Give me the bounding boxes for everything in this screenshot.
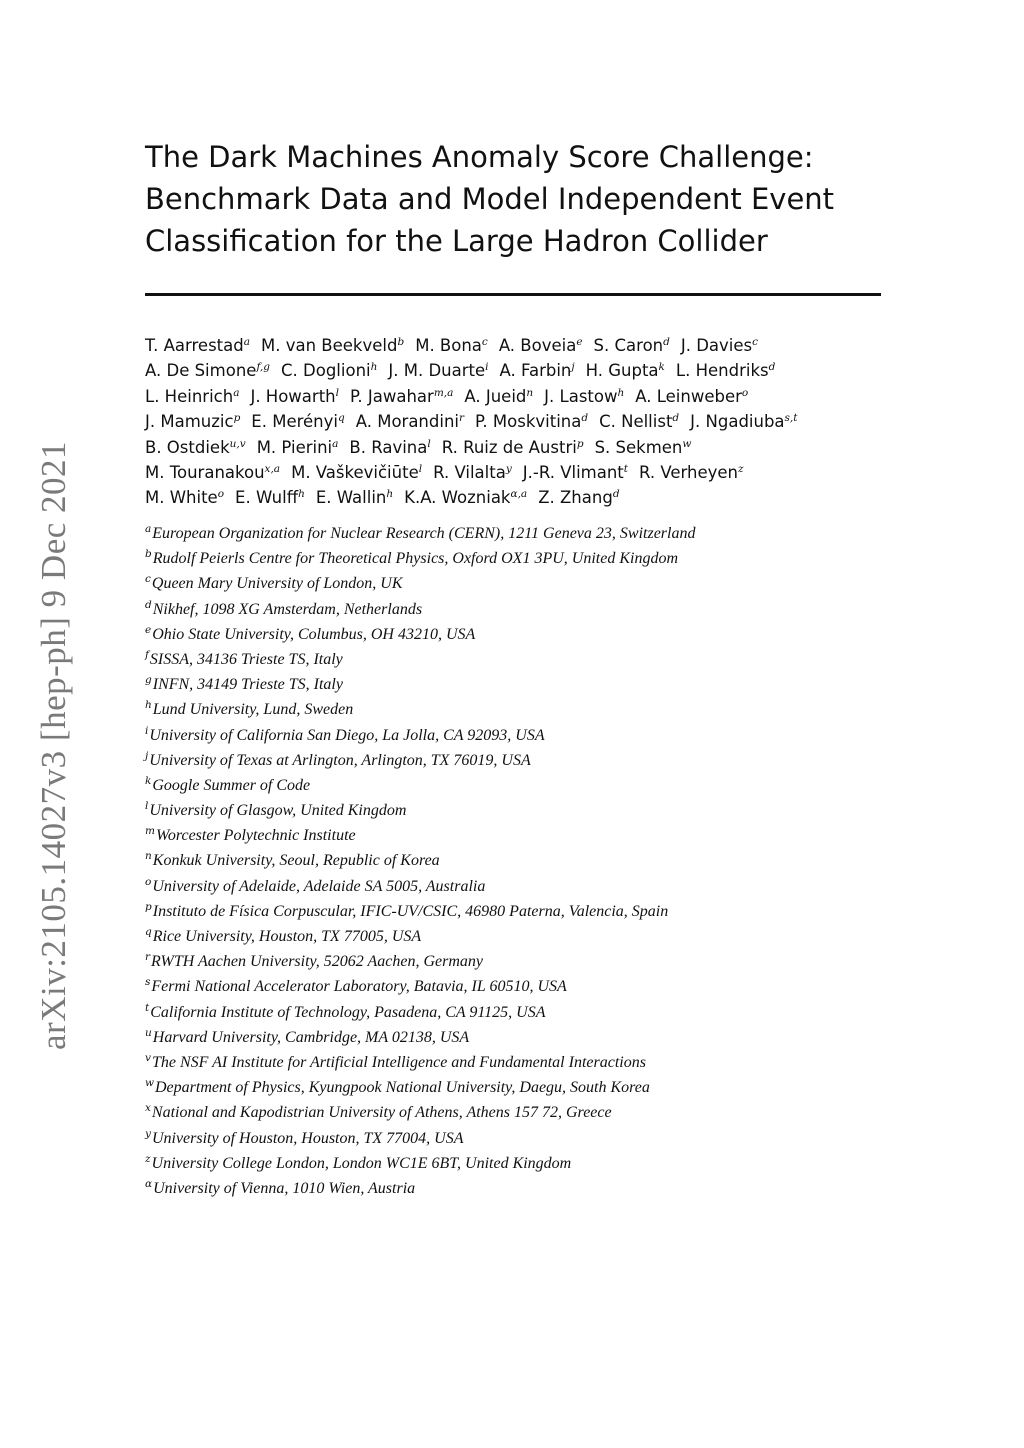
author-affiliation-marker: d bbox=[768, 361, 776, 374]
affiliation-text: University of Houston, Houston, TX 77004, USA bbox=[151, 1129, 464, 1147]
affiliation bbox=[145, 647, 905, 672]
author-affiliation-marker: h bbox=[386, 488, 394, 501]
affiliation-text: California Institute of Technology, Pasadena, CA 91125, USA bbox=[150, 1003, 546, 1021]
affiliation bbox=[145, 848, 905, 873]
author-name: M. van Beekveld bbox=[261, 336, 398, 355]
author-name: J. M. Duarte bbox=[388, 361, 486, 381]
author-affiliation-marker: a bbox=[332, 437, 339, 450]
author-affiliation-marker: l bbox=[335, 386, 339, 399]
author-name: T. Aarrestad bbox=[145, 336, 244, 355]
author bbox=[475, 412, 588, 431]
affiliation bbox=[145, 823, 905, 848]
author bbox=[442, 438, 584, 457]
author bbox=[250, 387, 339, 406]
author-name: A. Leinweber bbox=[635, 386, 742, 406]
affiliation-key: r bbox=[145, 951, 151, 964]
affiliation-key: i bbox=[145, 724, 149, 737]
affiliation-text: European Organization for Nuclear Research (CERN), 1211 Geneva 23, Switzerland bbox=[152, 525, 696, 542]
affiliation-key: x bbox=[145, 1102, 151, 1115]
author-line bbox=[145, 485, 905, 510]
author bbox=[257, 438, 339, 457]
author-name: P. Jawahar bbox=[350, 386, 434, 406]
author-line bbox=[145, 333, 905, 358]
author bbox=[349, 438, 430, 457]
author-name: C. Doglioni bbox=[281, 361, 371, 381]
author bbox=[544, 387, 624, 406]
author bbox=[415, 336, 488, 355]
affiliation-text: Lund University, Lund, Sweden bbox=[152, 701, 354, 719]
author bbox=[681, 336, 758, 355]
affiliation bbox=[145, 924, 905, 949]
author-name: J. Mamuzic bbox=[145, 412, 234, 432]
author bbox=[594, 336, 670, 355]
affiliation bbox=[145, 1100, 905, 1125]
affiliation-list bbox=[145, 521, 905, 1201]
author bbox=[235, 488, 305, 507]
author-affiliation-marker: k bbox=[658, 361, 665, 374]
affiliation bbox=[145, 748, 905, 773]
affiliation-key: l bbox=[145, 800, 149, 813]
affiliation bbox=[145, 1075, 905, 1100]
author-affiliation-marker: a bbox=[243, 336, 250, 348]
author-line bbox=[145, 358, 905, 383]
author bbox=[316, 488, 393, 507]
affiliation bbox=[145, 874, 905, 899]
author bbox=[145, 361, 270, 380]
author bbox=[145, 336, 250, 355]
affiliation-key: y bbox=[145, 1127, 151, 1140]
author-affiliation-marker: s,t bbox=[784, 412, 798, 425]
affiliation bbox=[145, 1050, 905, 1075]
author-name: E. Merényi bbox=[251, 412, 338, 432]
author bbox=[145, 438, 246, 457]
affiliation-key: n bbox=[145, 850, 152, 863]
author-name: P. Moskvitina bbox=[475, 412, 582, 432]
affiliation bbox=[145, 1126, 905, 1151]
affiliation-key: s bbox=[145, 976, 151, 989]
author-affiliation-marker: f,g bbox=[256, 361, 271, 374]
author-affiliation-marker: h bbox=[298, 488, 305, 501]
author-name: R. Verheyen bbox=[639, 462, 739, 482]
author bbox=[281, 361, 377, 380]
affiliation-text: University of Vienna, 1010 Wien, Austria bbox=[153, 1179, 416, 1197]
affiliation bbox=[145, 622, 905, 647]
author-affiliation-marker: d bbox=[663, 336, 670, 348]
affiliation bbox=[145, 974, 905, 999]
affiliation bbox=[145, 672, 905, 697]
author bbox=[404, 488, 527, 507]
affiliation-key: m bbox=[145, 825, 155, 838]
affiliation bbox=[145, 773, 905, 798]
author bbox=[586, 361, 665, 380]
author-name: M. Vaškevičiūte bbox=[291, 462, 419, 482]
author-name: J. Lastow bbox=[544, 386, 618, 406]
title-divider bbox=[145, 293, 881, 296]
author-affiliation-marker: d bbox=[581, 412, 589, 425]
author-name: J. Howarth bbox=[250, 386, 336, 406]
affiliation-key: k bbox=[145, 774, 152, 787]
affiliation-key: a bbox=[145, 523, 152, 535]
affiliation-key: α bbox=[145, 1177, 153, 1190]
affiliation bbox=[145, 949, 905, 974]
title-line: The Dark Machines Anomaly Score Challenge: bbox=[145, 140, 814, 174]
author-affiliation-marker: m,a bbox=[433, 386, 454, 399]
author bbox=[433, 463, 512, 482]
author-name: L. Heinrich bbox=[145, 386, 234, 406]
affiliation bbox=[145, 571, 905, 596]
affiliation-text: National and Kapodistrian University of Athens, Athens 157 72, Greece bbox=[151, 1104, 612, 1122]
affiliation-text: University of California San Diego, La Jolla, CA 92093, USA bbox=[149, 726, 545, 744]
author-name: B. Ravina bbox=[349, 437, 428, 457]
affiliation-text: Fermi National Accelerator Laboratory, Batavia, IL 60510, USA bbox=[151, 978, 567, 996]
author-line bbox=[145, 460, 905, 485]
author-name: J. Ngadiuba bbox=[690, 412, 785, 432]
title-line: Benchmark Data and Model Independent Event bbox=[145, 182, 835, 216]
author-list bbox=[145, 333, 905, 511]
author-name: M. Bona bbox=[415, 336, 482, 355]
author-name: A. Farbin bbox=[499, 361, 572, 381]
author-affiliation-marker: d bbox=[612, 488, 620, 501]
affiliation-key: h bbox=[145, 699, 152, 712]
author-affiliation-marker: α,a bbox=[510, 488, 528, 501]
author-affiliation-marker: p bbox=[576, 437, 584, 450]
author bbox=[261, 336, 404, 355]
affiliation bbox=[145, 899, 905, 924]
affiliation-key: g bbox=[145, 674, 152, 687]
author-affiliation-marker: w bbox=[682, 437, 692, 450]
author-affiliation-marker: j bbox=[571, 361, 575, 374]
author bbox=[595, 438, 692, 457]
author-name: M. White bbox=[145, 488, 218, 508]
author bbox=[145, 463, 280, 482]
author bbox=[145, 412, 240, 431]
author-affiliation-marker: o bbox=[741, 386, 749, 399]
author bbox=[639, 463, 744, 482]
author bbox=[499, 336, 583, 355]
affiliation-text: Queen Mary University of London, UK bbox=[151, 575, 403, 593]
author bbox=[464, 387, 533, 406]
affiliation-text: SISSA, 34136 Trieste TS, Italy bbox=[149, 650, 343, 668]
paper-title bbox=[145, 136, 885, 262]
affiliation-text: University of Glasgow, United Kingdom bbox=[149, 802, 407, 820]
affiliation-key: u bbox=[145, 1026, 152, 1039]
affiliation-key: w bbox=[145, 1077, 154, 1090]
affiliation-text: RWTH Aachen University, 52062 Aachen, Germany bbox=[151, 953, 483, 971]
affiliation-key: d bbox=[145, 598, 152, 611]
author-affiliation-marker: h bbox=[370, 361, 378, 374]
author-affiliation-marker: t bbox=[623, 462, 629, 475]
author-name: S. Caron bbox=[593, 336, 664, 355]
author-name: K.A. Wozniak bbox=[404, 488, 511, 508]
affiliation-text: Nikhef, 1098 XG Amsterdam, Netherlands bbox=[152, 600, 423, 618]
author-affiliation-marker: d bbox=[672, 412, 680, 425]
affiliation-key: t bbox=[145, 1001, 150, 1014]
affiliation-text: Department of Physics, Kyungpook National University, Daegu, South Korea bbox=[155, 1079, 650, 1097]
author-affiliation-marker: e bbox=[576, 336, 583, 348]
author-affiliation-marker: b bbox=[397, 336, 405, 348]
author-affiliation-marker: y bbox=[505, 462, 512, 475]
affiliation-key: e bbox=[145, 623, 152, 636]
author-name: A. De Simone bbox=[145, 361, 257, 381]
arxiv-identifier-stamp: arXiv:2105.14027v3 [hep-ph] 9 Dec 2021 bbox=[34, 440, 73, 1050]
affiliation-text: Instituto de Física Corpuscular, IFIC-UV/CSIC, 46980 Paterna, Valencia, Spain bbox=[152, 902, 669, 920]
author-name: S. Sekmen bbox=[594, 437, 683, 457]
author-affiliation-marker: x,a bbox=[264, 462, 281, 475]
author-affiliation-marker: h bbox=[617, 386, 625, 399]
author-name: E. Wulff bbox=[235, 488, 299, 508]
author-affiliation-marker: r bbox=[459, 412, 465, 425]
author-name: C. Nellist bbox=[599, 412, 673, 432]
affiliation bbox=[145, 1176, 905, 1201]
affiliation-key: b bbox=[145, 548, 152, 561]
affiliation bbox=[145, 597, 905, 622]
author-line bbox=[145, 409, 905, 434]
author-name: A. Jueid bbox=[464, 386, 527, 406]
affiliation-text: INFN, 34149 Trieste TS, Italy bbox=[152, 676, 343, 694]
author-affiliation-marker: c bbox=[752, 336, 759, 348]
author-name: L. Hendriks bbox=[675, 361, 769, 381]
affiliation-key: c bbox=[145, 573, 151, 586]
author-affiliation-marker: a bbox=[233, 386, 240, 399]
author-name: H. Gupta bbox=[585, 361, 659, 381]
author-affiliation-marker: o bbox=[217, 488, 225, 501]
affiliation-text: Rice University, Houston, TX 77005, USA bbox=[152, 928, 422, 945]
author-name: J.-R. Vlimant bbox=[522, 462, 624, 482]
author-name: E. Wallin bbox=[315, 488, 387, 508]
author bbox=[356, 412, 464, 431]
affiliation bbox=[145, 546, 905, 571]
author bbox=[388, 361, 488, 380]
affiliation-text: Worcester Polytechnic Institute bbox=[155, 827, 356, 845]
author-name: R. Vilalta bbox=[433, 462, 506, 482]
affiliation bbox=[145, 1000, 905, 1025]
affiliation-key: q bbox=[145, 926, 152, 938]
title-line: Classification for the Large Hadron Collider bbox=[145, 224, 768, 258]
affiliation-key: z bbox=[145, 1152, 151, 1165]
affiliation bbox=[145, 798, 905, 823]
affiliation-text: University of Adelaide, Adelaide SA 5005, Australia bbox=[152, 877, 486, 895]
author-name: B. Ostdiek bbox=[145, 437, 230, 457]
affiliation-text: Konkuk University, Seoul, Republic of Korea bbox=[152, 852, 440, 870]
affiliation bbox=[145, 521, 905, 546]
author bbox=[599, 412, 679, 431]
affiliation bbox=[145, 1151, 905, 1176]
author-affiliation-marker: z bbox=[738, 462, 744, 475]
author-name: A. Morandini bbox=[355, 412, 459, 432]
affiliation bbox=[145, 1025, 905, 1050]
author-name: M. Touranakou bbox=[145, 462, 265, 482]
affiliation-key: f bbox=[145, 648, 149, 661]
author bbox=[500, 361, 575, 380]
author-affiliation-marker: l bbox=[427, 437, 431, 450]
author bbox=[676, 361, 775, 380]
author-affiliation-marker: n bbox=[526, 386, 534, 399]
affiliation-text: Harvard University, Cambridge, MA 02138, USA bbox=[152, 1028, 470, 1046]
author bbox=[690, 412, 797, 431]
author-name: R. Ruiz de Austri bbox=[441, 437, 577, 457]
author-affiliation-marker: u,v bbox=[229, 437, 246, 450]
author-affiliation-marker: l bbox=[418, 462, 423, 475]
author bbox=[291, 463, 422, 482]
affiliation bbox=[145, 723, 905, 748]
author-affiliation-marker: p bbox=[233, 412, 241, 425]
author-line bbox=[145, 435, 905, 460]
author bbox=[350, 387, 453, 406]
author bbox=[145, 387, 239, 406]
author bbox=[251, 412, 344, 431]
author bbox=[145, 488, 224, 507]
affiliation-text: The NSF AI Institute for Artificial Intelligence and Fundamental Interactions bbox=[151, 1053, 646, 1071]
affiliation-key: j bbox=[145, 749, 149, 762]
author bbox=[538, 488, 619, 507]
author bbox=[635, 387, 748, 406]
author bbox=[523, 463, 628, 482]
affiliation-text: Rudolf Peierls Centre for Theoretical Physics, Oxford OX1 3PU, United Kingdom bbox=[152, 550, 678, 568]
author-line bbox=[145, 384, 905, 409]
affiliation-text: University College London, London WC1E 6BT, United Kingdom bbox=[151, 1154, 572, 1172]
affiliation-key: o bbox=[145, 875, 152, 888]
author-name: Z. Zhang bbox=[538, 488, 613, 508]
affiliation bbox=[145, 697, 905, 722]
author-name: A. Boveia bbox=[498, 336, 577, 355]
affiliation-key: p bbox=[145, 900, 152, 913]
author-affiliation-marker: i bbox=[485, 361, 489, 374]
author-name: J. Davies bbox=[680, 336, 753, 355]
author-name: M. Pierini bbox=[256, 437, 333, 457]
affiliation-key: v bbox=[145, 1051, 151, 1064]
affiliation-text: University of Texas at Arlington, Arlington, TX 76019, USA bbox=[149, 751, 531, 769]
affiliation-text: Google Summer of Code bbox=[152, 776, 311, 794]
affiliation-text: Ohio State University, Columbus, OH 43210, USA bbox=[152, 625, 476, 643]
author-affiliation-marker: q bbox=[337, 412, 345, 425]
author-affiliation-marker: c bbox=[481, 336, 488, 348]
